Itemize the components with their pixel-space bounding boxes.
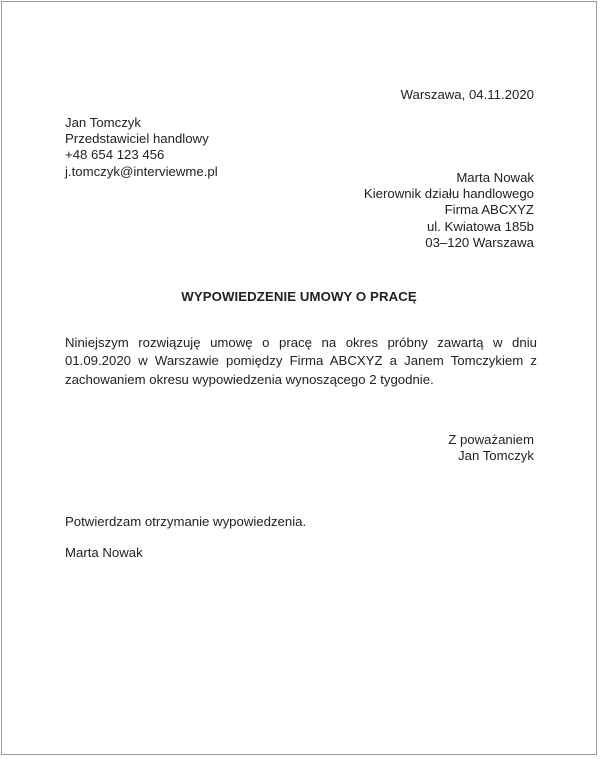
sender-block — [65, 115, 218, 180]
closing-block — [448, 432, 534, 464]
recipient-street: ul. Kwiatowa 185b — [426, 218, 534, 234]
sender-position: Przedstawiciel handlowy — [65, 131, 209, 147]
sender-email: j.tomczyk@interviewme.pl — [65, 163, 218, 179]
sender-phone: +48 654 123 456 — [65, 147, 165, 163]
recipient-company: Firma ABCXYZ — [444, 202, 534, 218]
place-date: Warszawa, 04.11.2020 — [400, 87, 534, 102]
closing-signature: Jan Tomczyk — [458, 448, 534, 464]
recipient-city: 03–120 Warszawa — [425, 234, 534, 250]
recipient-block — [364, 170, 534, 251]
recipient-position: Kierownik działu handlowego — [363, 186, 534, 202]
confirmation-name: Marta Nowak — [65, 545, 143, 560]
confirmation-text: Potwierdzam otrzymanie wypowiedzenia. — [65, 514, 307, 529]
closing-greeting: Z poważaniem — [448, 432, 534, 447]
letter-title: WYPOWIEDZENIE UMOWY O PRACĘ — [181, 289, 417, 304]
sender-name: Jan Tomczyk — [65, 115, 141, 130]
letter-body: Niniejszym rozwiązuję umowę o pracę na okres próbny zawartą w dniu 01.09.2020 w Warszawie pomiędzy Firma ABCXYZ a Janem Tomczykiem z zachowaniem okresu wypowiedzenia wynoszącego 2 tygodnie. — [65, 335, 537, 387]
recipient-name: Marta Nowak — [456, 170, 534, 185]
document-page — [1, 1, 597, 755]
